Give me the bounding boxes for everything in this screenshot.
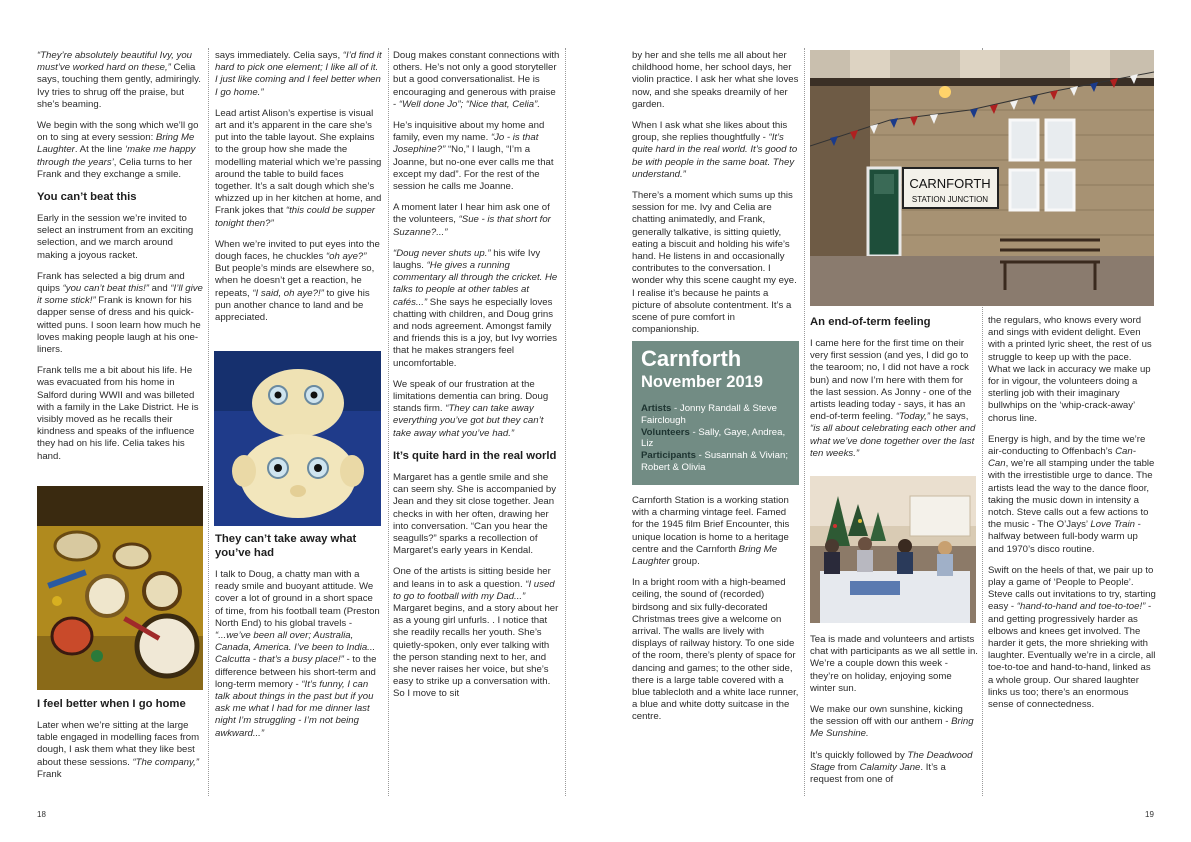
column-2 [215,50,383,333]
paragraph: Doug makes constant connections with others. He’s not only a good storyteller but a good conversationalist. He is encouraging and generous with praise - “Well done Jo”; “Nice that, Celia”. [393,50,560,110]
paragraph: We speak of our frustration at the limitations dementia can bring. Doug stands firm. “They can take away everything you’ve got but they can’t take away what you’ve had.” [393,378,549,439]
section-heading: It’s quite hard in the real world [393,449,557,462]
carnforth-station-photo [810,50,1154,306]
volunteers-line: Volunteers - Sally, Gaye, Andrea, Liz [641,426,786,450]
artists-line: Artists - Jonny Randall & Steve Fairclough [641,403,777,426]
infobox-subtitle: November 2019 [641,373,763,391]
paragraph: When we’re invited to put eyes into the dough faces, he chuckles “oh aye?” But people’s minds are elsewhere so, when he doesn’t get a reaction, he repeats, “I said, oh aye?!” to give his pun another chance to land and be appreciated. [215,238,380,324]
station-sign-line-2: STATION JUNCTION [911,195,989,204]
paragraph: “Doug never shuts up.” his wife Ivy laughs. “He gives a running commentary all through the cricket. He talks to people at other tables at cafés...” She says he especially loves chatting with children, and Doug grins and nods agreement. Amongst family and friends this is a joy, but Ivy worries that he makes strangers feel uncomfortable. [393,247,558,369]
paragraph: Tea is made and volunteers and artists chat with participants as we all settle in. We’re a couple down this week - they’re on holiday, enjoying some winter sun. [810,634,978,694]
section-heading: I feel better when I go home [37,698,186,710]
paragraph: He’s inquisitive about my home and family, even my name. “Jo - is that Josephine?” “No,” I laugh, “I’m a Joanne, but no-one ever calls me that except my dad”. For the rest of the session he calls me Joanne. [393,120,554,193]
paragraph: A moment later I hear him ask one of the volunteers, “Sue - is that short for Suzanne?...” [393,202,551,238]
paragraph: It’s quickly followed by The Deadwood Stage from Calamity Jane. It’s a request from one of [810,749,973,786]
paragraph: I talk to Doug, a chatty man with a ready smile and buoyant attitude. We cover a lot of ground in a short space of time, from his football team (Preston North End) to his global travels - “...we’ve been all over; Australia, Canada, America. I’ve been to India... Calcutta - that’s a busy place!” - to the difference between his short-term and long-term memory - “It’s funny, I can talk about things in the past but if you ask me what I had for me dinner last night I’m struggling - I’m not being awkward...” [215,569,380,739]
column-divider [208,48,209,796]
paragraph: There’s a moment which sums up this session for me. Ivy and Celia are chatting animatedly, and Frank, generally talkative, is sitting quietly, eating a biscuit and holding his wife’s hand. He listens in and occasionally contributes to the conversation. I wonder why this scene caught my eye. I realise it’s because he paints a picture of absolute contentment. It’s a scene of pure comfort in companionship. [632,190,797,336]
section-heading: An end-of-term feeling [810,316,931,328]
page-number-left: 18 [37,810,46,819]
instruments-photo [37,486,203,690]
paragraph: Later when we’re sitting at the large table engaged in modelling faces from dough, I ask them what they like best about these sessions. “The company,” Frank [37,720,200,780]
column-3 [393,50,561,710]
section-heading: You can’t beat this [37,191,137,204]
paragraph: the regulars, who knows every word and sings with evident delight. Even with a printed lyric sheet, the rest of us struggle to keep up with the pace. What we lack in accuracy we make up for in vigour, the volunteers doing a sterling job with their imaginary bullwhips on the ‘whip-crack-away’ chorus line. [988,315,1152,424]
column-divider [804,48,805,796]
paragraph: Frank tells me a bit about his life. He was evacuated from his home in Salford during WWII and was billeted with a family in the Lake District. He is visibly moved as he recalls their kindness and speaks of the influence they had on his life. Celia takes his hand. [37,365,199,462]
column-1-continued [37,697,204,790]
column-5 [810,315,978,469]
section-heading: They can’t take away what you’ve had [215,533,357,559]
paragraph: says immediately. Celia says, “I’d find it hard to pick one element; I like all of it. I just like coming and I feel better when I go home.” [215,50,382,98]
column-2-continued [215,532,383,749]
paragraph: Lead artist Alison’s expertise is visual art and it’s apparent in the care she’s put into the table layout. She explains to the group how she made the modelling material which we’re passing around the table to build faces together. It’s a salt dough which she’s whizzed up in her kitchen at home, and Frank jokes that “this could be supper tonight then?” [215,107,382,229]
paragraph: We make our own sunshine, kicking the session off with our anthem - Bring Me Sunshine. [810,704,974,740]
paragraph: Swift on the heels of that, we pair up to play a game of ‘People to People’. Steve calls out invitations to try, starting easy - “hand-to-hand and toe-to-toe!” - and getting progressively harder as elbows and knees get involved. The harder it gets, the more shrieking with laughter. Eventually we’re in a circle, all toe-to-toe and hand-to-hand, linked as a whole group. Our shared laughter links us too; there’s an enormous sense of connectedness. [988,564,1156,711]
paragraph: When I ask what she likes about this group, she replies thoughtfully - “It’s quite hard in the real world. It’s good to be with people in the same boat. They understand.” [632,120,798,180]
column-5-continued [810,634,978,795]
paragraph: Energy is high, and by the time we’re air-conducting to Offenbach’s Can-Can, we’re all stamping under the table with the irrestistible urge to dance. The artists lead the way to the dance floor, taking the music down in intensity a notch. Steve calls out a few actions to the music - The O’Jays’ Love Train - halfway between full-body warm up and 1970’s disco routine. [988,433,1155,555]
paragraph: In a bright room with a high-beamed ceiling, the sound of (recorded) birdsong and six fully-decorated Christmas trees give a welcome on arrival. The walls are lively with displays of railway history. To one side of the room, there’s plenty of space for dancing and games; to the other side, there is a large table covered with a blue tablecloth and a white lace runner, a blue and white dotty suitcase in the centre. [632,577,799,723]
paragraph: Carnforth Station is a working station with a charming vintage feel. Famed for the 1945 film Brief Encounter, this unique location is home to a heritage centre and the Carnforth Bring Me Laughter group. [632,495,790,568]
station-sign-line-1: CARNFORTH [909,176,991,191]
column-divider [565,48,566,796]
session-info-box [632,341,799,485]
column-4 [632,50,799,345]
participants-line: Participants - Susannah & Vivian; Robert & Olivia [641,450,789,473]
paragraph: Frank has selected a big drum and quips “you can’t beat this!” and “I’ll give it some stick!” Frank is known for his dapper sense of dress and his quick-witted puns. I soon learn how much he loves making people laugh at his one-liners. [37,270,203,356]
infobox-credits [641,403,793,474]
christmas-room-photo [810,476,976,623]
column-1 [37,50,204,472]
paragraph: “They’re absolutely beautiful Ivy, you must’ve worked hard on these,” Celia says, touching them gently, admiringly. Ivy tries to shrug off the praise, but she’s beaming. [37,50,201,110]
paragraph: One of the artists is sitting beside her and leans in to ask a question. “I used to go to football with my Dad...” Margaret begins, and a story about her as a young girl unfurls. . I notice that she readily recalls her youth. She’s quietly-spoken, only ever talking with the person standing next to her, and she never raises her voice, but she’s easy to strike up a conversation with. So I move to sit [393,566,559,700]
dough-faces-photo [214,351,381,526]
paragraph: Margaret has a gentle smile and she can seem shy. She is accompanied by Jean and they sit close together. Jean checks in with her often, drawing her into conversation. “Can you hear the seagulls?” sparks a recollection of Margaret’s early years in Kendal. [393,471,556,557]
paragraph: Early in the session we’re invited to select an instrument from an exciting selection, and we march around making a joyous racket. [37,213,194,261]
column-6 [988,315,1156,720]
infobox-title: Carnforth [641,346,742,371]
column-divider [388,48,389,796]
paragraph: I came here for the first time on their very first session (and yes, I did go to the tearoom; no, I did not have a rock bun) and now I’m here with them for the last session. As Jonny - one of the artists leading today - says, it has an end-of-term feeling. “Today,” he says, “is all about celebrating each other and what we’ve done together over the last ten weeks.” [810,338,976,459]
paragraph: by her and she tells me all about her childhood home, her school days, her violin practice. I ask her what she loves now, and she speaks dreamily of her garden. [632,50,799,110]
column-4-continued [632,495,799,733]
page-number-right: 19 [1145,810,1154,819]
paragraph: We begin with the song which we’ll go on to sing at every session: Bring Me Laughter. At the line ‘make me happy through the years’, Celia turns to her Frank and they exchange a smile. [37,120,199,180]
